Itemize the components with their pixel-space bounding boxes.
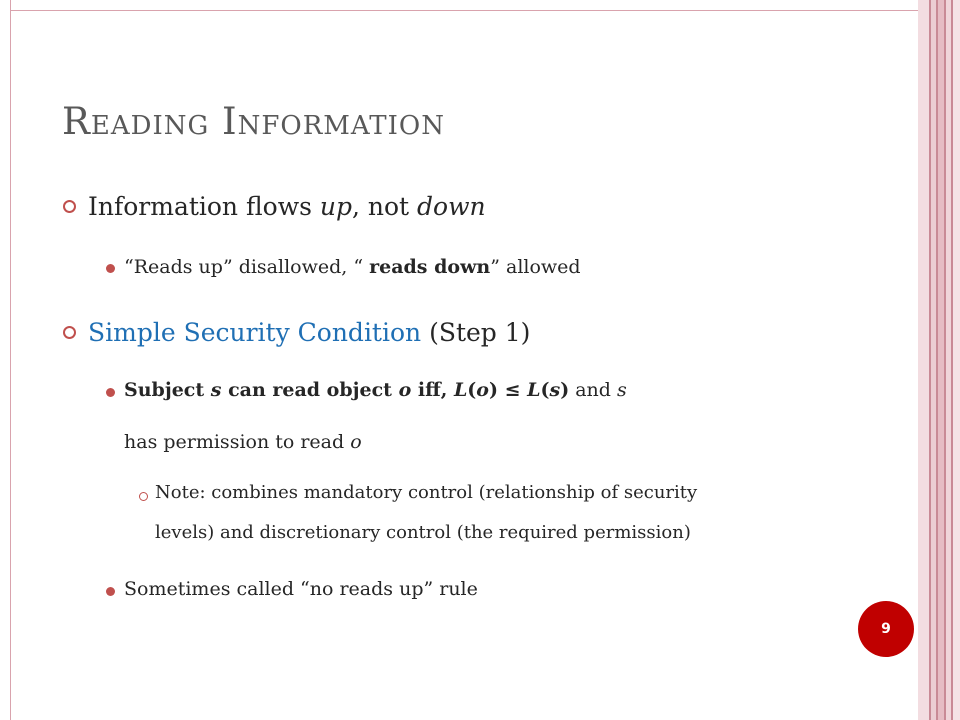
dot-bullet-icon (106, 264, 115, 273)
frame-top-line (10, 10, 918, 11)
ring-bullet-icon (63, 326, 76, 339)
bullet-subject-can-read: Subject s can read object o iff, L(o) ≤ L(s) and s (124, 379, 627, 401)
bullet-no-reads-up: Sometimes called “no reads up” rule (124, 578, 478, 600)
ring-bullet-icon (63, 200, 76, 213)
bullet-simple-security-condition: Simple Security Condition (Step 1) (88, 318, 531, 347)
bullet-subject-can-read-continuation: has permission to read o (124, 431, 362, 453)
bullet-information-flows: Information flows up, not down (88, 192, 486, 221)
dot-bullet-icon (106, 587, 115, 596)
bullet-note-combines: Note: combines mandatory control (relationship of security (155, 482, 698, 503)
bullet-reads-up-disallowed: “Reads up” disallowed, “ reads down” allowed (124, 256, 581, 278)
simple-security-condition-link: Simple Security Condition (88, 318, 422, 347)
page-number-badge: 9 (858, 601, 914, 657)
ring-bullet-icon (139, 492, 148, 501)
dot-bullet-icon (106, 388, 115, 397)
frame-left-line (10, 0, 11, 720)
slide-title: Reading Information (62, 100, 445, 143)
side-stripe-band (918, 0, 960, 720)
bullet-note-combines-continuation: levels) and discretionary control (the required permission) (155, 522, 691, 543)
